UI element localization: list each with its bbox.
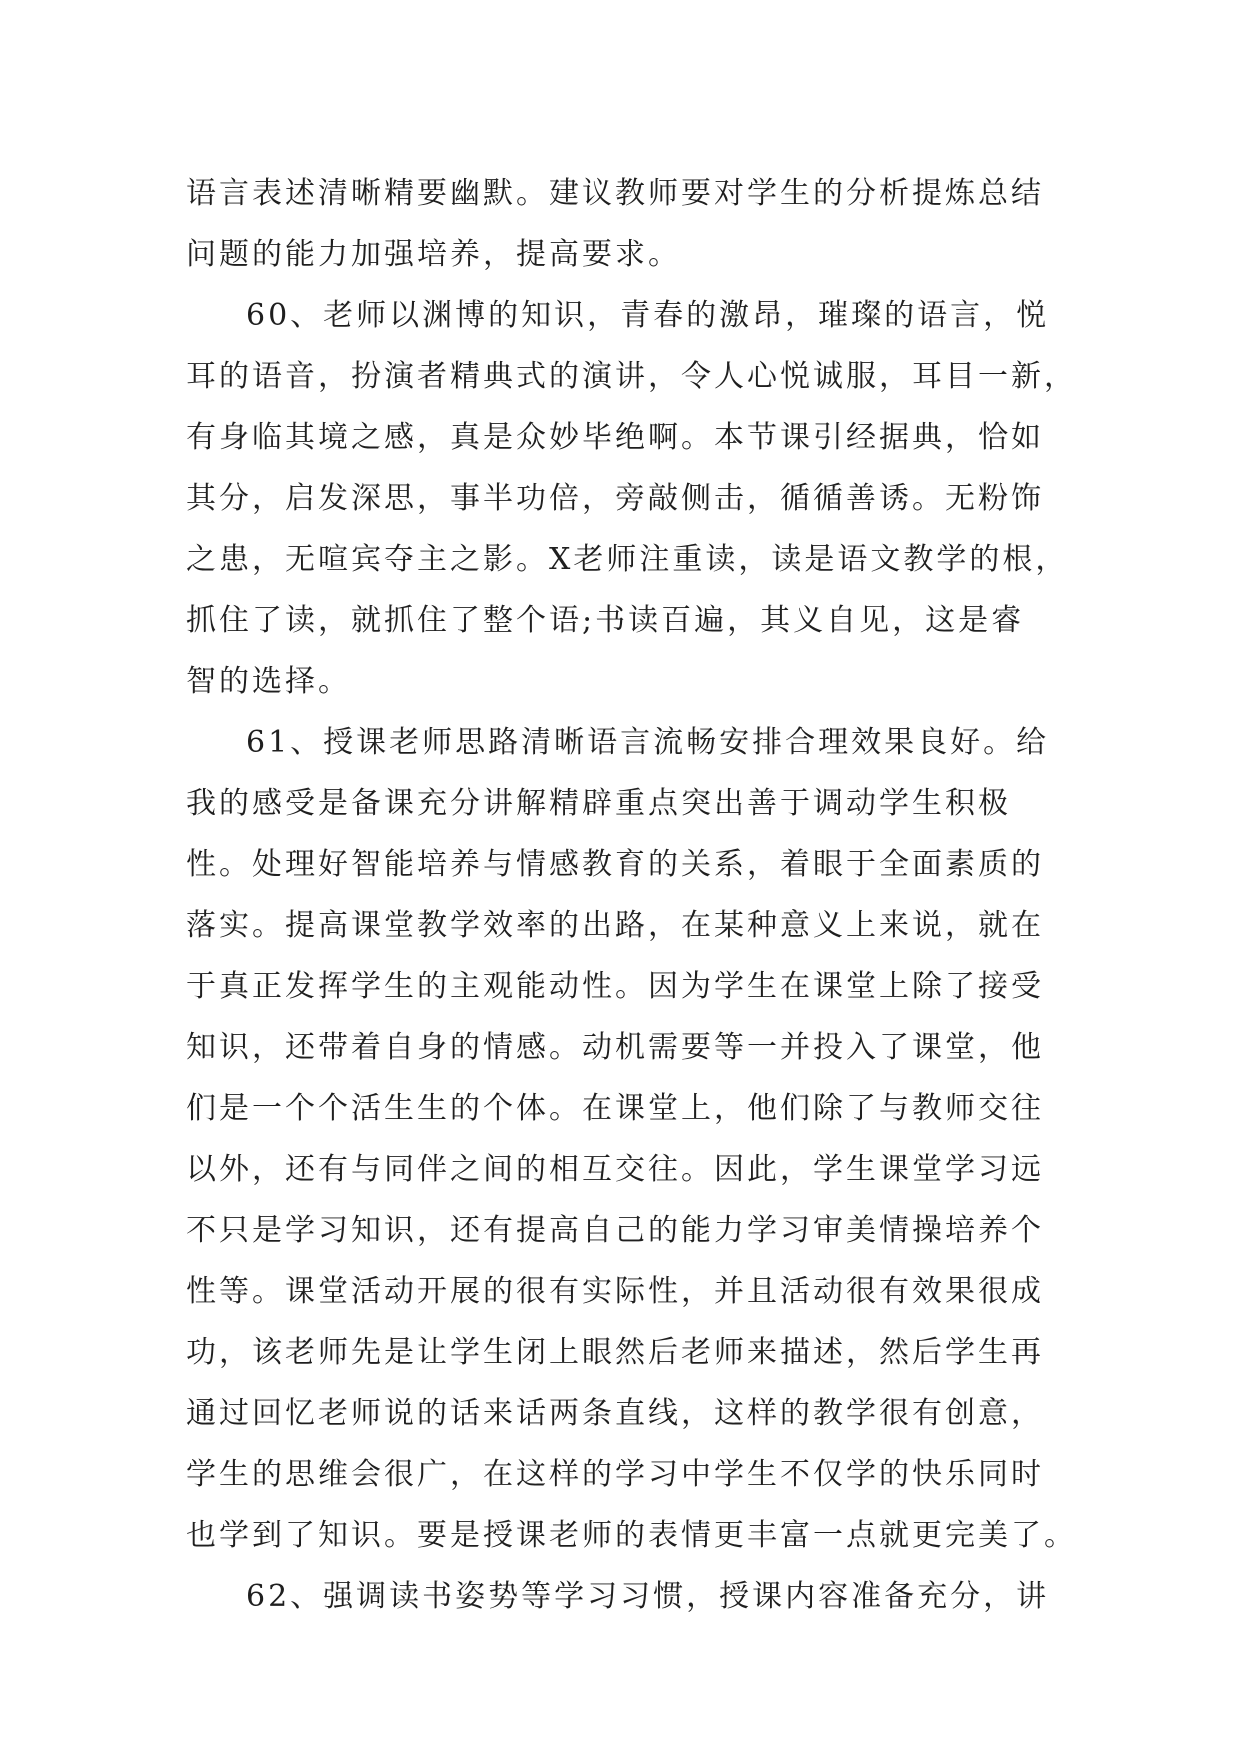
document-body	[186, 163, 1077, 1627]
text-line: 之患，无喧宾夺主之影。X老师注重读，读是语文教学的根，	[186, 542, 1069, 577]
text-line: 知识，还带着自身的情感。动机需要等一并投入了课堂，他	[186, 1030, 1044, 1065]
text-line: 耳的语音，扮演者精典式的演讲，令人心悦诚服，耳目一新，	[186, 359, 1077, 394]
text-line: 问题的能力加强培养，提高要求。	[186, 237, 681, 272]
text-line: 性。处理好智能培养与情感教育的关系，着眼于全面素质的	[186, 847, 1044, 882]
text-line: 落实。提高课堂教学效率的出路，在某种意义上来说，就在	[186, 908, 1044, 943]
text-line: 有身临其境之感，真是众妙毕绝啊。本节课引经据典，恰如	[186, 420, 1044, 455]
text-line: 抓住了读，就抓住了整个语;书读百遍，其义自见，这是睿	[186, 603, 1025, 638]
paragraph-61-start: 61、授课老师思路清晰语言流畅安排合理效果良好。给	[246, 725, 1050, 760]
paragraph-62-start: 62、强调读书姿势等学习习惯，授课内容准备充分，讲	[246, 1579, 1050, 1614]
text-line: 们是一个个活生生的个体。在课堂上，他们除了与教师交往	[186, 1091, 1044, 1126]
text-line: 其分，启发深思，事半功倍，旁敲侧击，循循善诱。无粉饰	[186, 481, 1044, 516]
text-line: 不只是学习知识，还有提高自己的能力学习审美情操培养个	[186, 1213, 1044, 1248]
text-line: 通过回忆老师说的话来话两条直线，这样的教学很有创意，	[186, 1396, 1044, 1431]
text-line: 语言表述清晰精要幽默。建议教师要对学生的分析提炼总结	[186, 176, 1044, 211]
text-line: 于真正发挥学生的主观能动性。因为学生在课堂上除了接受	[186, 969, 1044, 1004]
paragraph-60-start: 60、老师以渊博的知识，青春的激昂，璀璨的语言，悦	[246, 298, 1050, 333]
text-line: 功，该老师先是让学生闭上眼然后老师来描述，然后学生再	[186, 1335, 1044, 1370]
text-line: 也学到了知识。要是授课老师的表情更丰富一点就更完美了。	[186, 1518, 1077, 1553]
text-line: 智的选择。	[186, 664, 351, 699]
text-line: 学生的思维会很广，在这样的学习中学生不仅学的快乐同时	[186, 1457, 1044, 1492]
text-line: 以外，还有与同伴之间的相互交往。因此，学生课堂学习远	[186, 1152, 1044, 1187]
text-line: 性等。课堂活动开展的很有实际性，并且活动很有效果很成	[186, 1274, 1044, 1309]
text-line: 我的感受是备课充分讲解精辟重点突出善于调动学生积极	[186, 786, 1011, 821]
